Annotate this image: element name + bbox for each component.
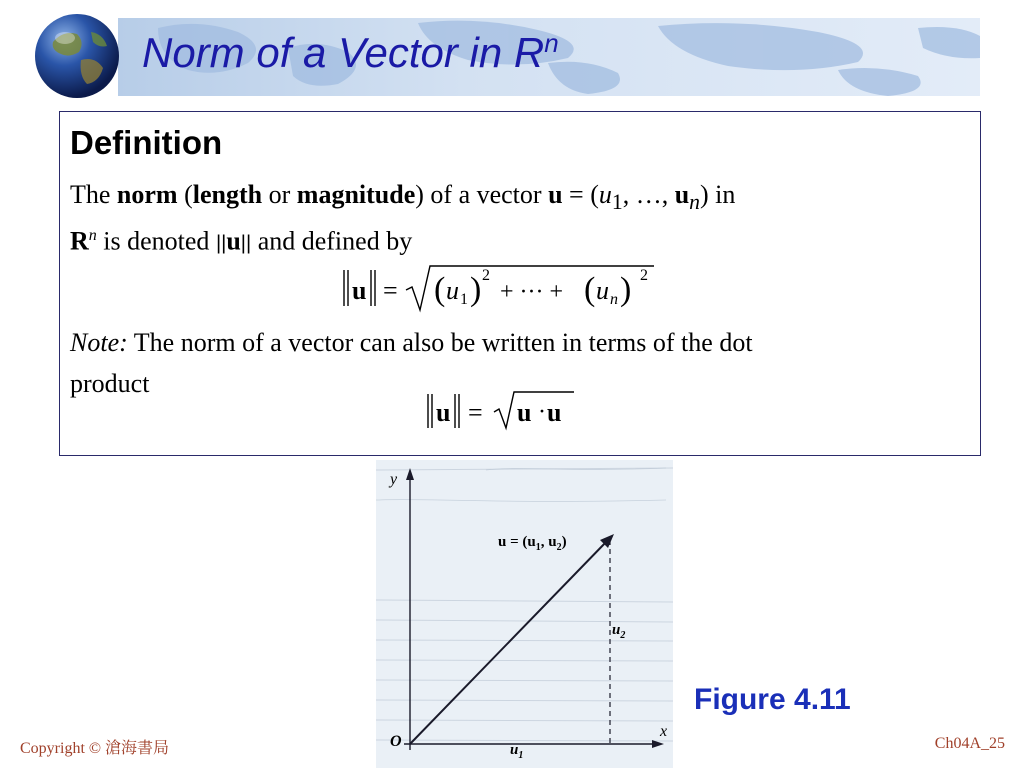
title-superscript: n bbox=[544, 28, 559, 58]
term-length: length bbox=[192, 180, 263, 209]
subscript-n: n bbox=[689, 190, 700, 215]
formula-equals: = bbox=[383, 276, 398, 305]
formula-u1: u bbox=[446, 276, 459, 305]
formula2-u: u bbox=[436, 398, 451, 427]
text-is-denoted: is denoted bbox=[96, 226, 216, 256]
paren-open-1: ( bbox=[434, 271, 446, 308]
figure-4-11-image bbox=[376, 460, 673, 768]
copyright-text: Copyright © 滄海書局 bbox=[20, 740, 170, 757]
vector-u-arrow bbox=[410, 540, 608, 744]
u1-label: $u_1$ bbox=[510, 742, 524, 761]
origin-label: O bbox=[390, 733, 402, 750]
text-the: The bbox=[70, 180, 117, 209]
component-u1: u bbox=[598, 180, 612, 209]
text-open-paren: ( bbox=[177, 180, 193, 209]
component-un: u bbox=[674, 180, 690, 209]
formula2-equals: = bbox=[468, 398, 483, 427]
formula-un: u bbox=[596, 276, 609, 305]
formula-exp-2: 2 bbox=[640, 267, 648, 284]
x-axis-label: x bbox=[660, 723, 668, 740]
vector-u-inline: u bbox=[226, 226, 241, 256]
u2-label: $u_2$ bbox=[612, 622, 626, 641]
formula-sub-n: n bbox=[610, 291, 618, 308]
text-in: ) in bbox=[700, 180, 736, 209]
term-magnitude: magnitude bbox=[296, 180, 416, 209]
vector-label: $u = (u_1$, $u_2$) bbox=[498, 534, 567, 553]
dot-product-formula bbox=[422, 388, 582, 434]
figure-caption: Figure 4.11 bbox=[694, 683, 851, 716]
norm-bars-close: || bbox=[240, 232, 252, 255]
note-text: The norm of a vector can also be written in terms of the dot bbox=[127, 328, 753, 357]
norm-bars-open: || bbox=[215, 232, 227, 255]
text-or: or bbox=[262, 180, 297, 209]
note-line-2: product bbox=[70, 369, 150, 398]
space-R: R bbox=[70, 226, 89, 256]
paren-close-1: ) bbox=[470, 271, 482, 308]
formula-plus-dots: + ··· + bbox=[500, 279, 564, 305]
title-text: Norm of a Vector in R bbox=[142, 29, 545, 76]
slide-title bbox=[142, 28, 559, 76]
paren-open-2: ( bbox=[584, 271, 596, 308]
note-label: Note: bbox=[70, 328, 128, 357]
definition-line-2 bbox=[70, 215, 970, 265]
vector-figure bbox=[376, 460, 673, 768]
paren-close-2: ) bbox=[620, 271, 632, 308]
formula2-u-right: u bbox=[547, 398, 562, 427]
formula-exp-1: 2 bbox=[482, 267, 490, 284]
page-number: Ch04A_25 bbox=[934, 735, 1005, 752]
term-norm: norm bbox=[116, 180, 178, 209]
norm-formula bbox=[338, 260, 658, 316]
superscript-n: n bbox=[88, 227, 97, 244]
globe-icon bbox=[33, 12, 121, 100]
formula-u: u bbox=[352, 276, 367, 305]
text-equals: = ( bbox=[562, 180, 599, 209]
definition-heading: Definition bbox=[70, 124, 223, 161]
vector-u: u bbox=[548, 180, 563, 209]
y-axis-label: y bbox=[390, 471, 398, 488]
formula2-u-left: u bbox=[517, 398, 532, 427]
text-ellipsis: , …, bbox=[622, 180, 675, 209]
formula2-dot: · bbox=[538, 399, 546, 425]
formula-sub-1: 1 bbox=[460, 291, 468, 308]
text-and-defined-by: and defined by bbox=[251, 226, 413, 256]
note-line-1 bbox=[70, 322, 970, 363]
subscript-1: 1 bbox=[611, 190, 623, 215]
text-of-a-vector: ) of a vector bbox=[415, 180, 549, 209]
